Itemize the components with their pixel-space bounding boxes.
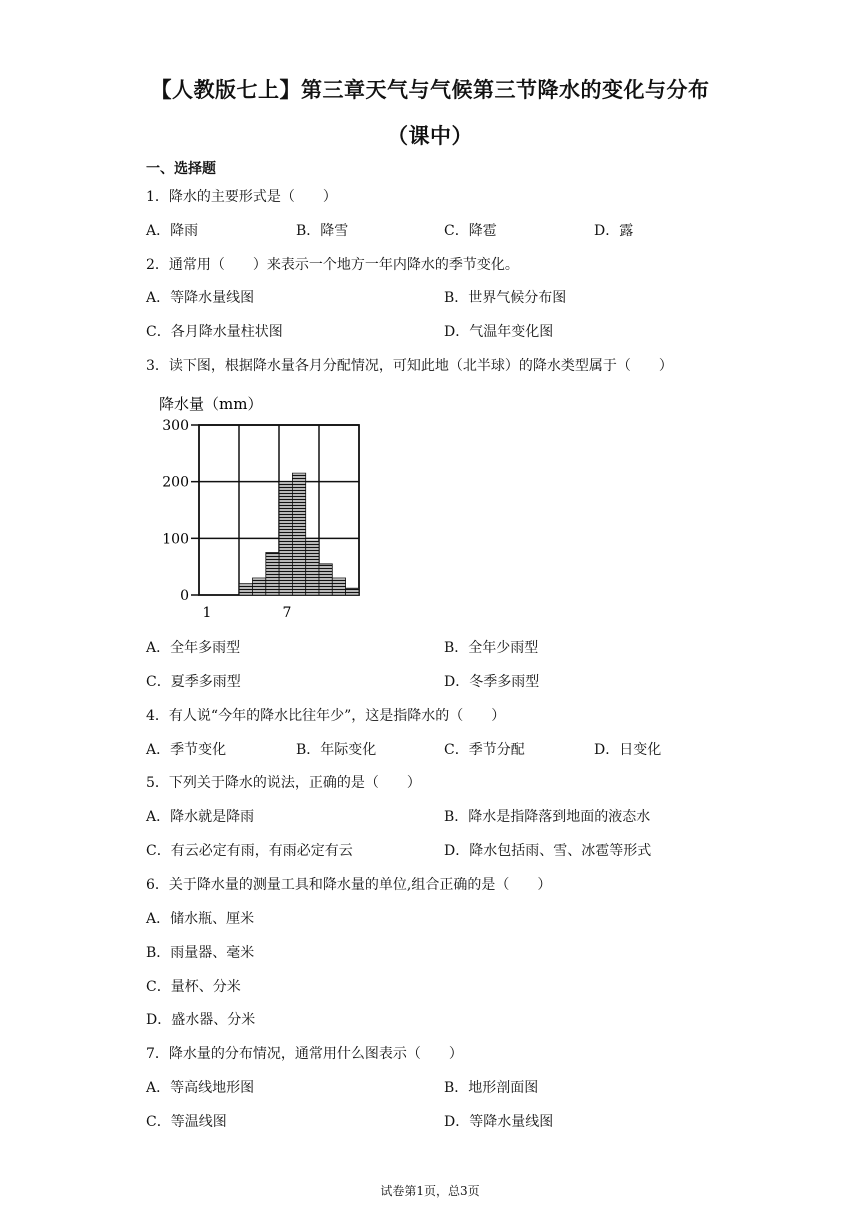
q7-option-b: B．地形剖面图	[444, 1080, 539, 1096]
q3-option-a: A．全年多雨型	[146, 640, 241, 656]
q3-option-d: D．冬季多雨型	[444, 674, 540, 690]
question-4: 4．有人说“今年的降水比往年少”，这是指降水的（ ）	[146, 708, 506, 724]
q4-option-c: C．季节分配	[444, 742, 525, 758]
y-tick-label: 300	[162, 418, 189, 434]
bar	[332, 578, 345, 595]
question-3: 3．读下图，根据降水量各月分配情况，可知此地（北半球）的降水类型属于（ ）	[146, 358, 673, 374]
page-subtitle: （课中）	[387, 124, 473, 148]
q6-option-d: D．盛水器、分米	[146, 1012, 256, 1028]
q4-option-b: B．年际变化	[296, 742, 377, 758]
q2-option-b: B．世界气候分布图	[444, 290, 567, 306]
q4-option-d: D．日变化	[594, 742, 662, 758]
q1-option-b: B．降雪	[296, 223, 349, 239]
q1-option-a: A．降雨	[146, 223, 199, 239]
bar	[306, 541, 319, 595]
q7-option-a: A．等高线地形图	[146, 1080, 255, 1096]
bar	[266, 553, 279, 596]
q6-option-a: A．储水瓶、厘米	[146, 911, 255, 927]
q2-option-c: C．各月降水量柱状图	[146, 324, 283, 340]
q5-option-d: D．降水包括雨、雪、冰雹等形式	[444, 843, 652, 859]
question-6: 6．关于降水量的测量工具和降水量的单位,组合正确的是（ ）	[146, 877, 552, 893]
q1-option-d: D．露	[594, 223, 634, 239]
bar	[239, 584, 252, 595]
x-tick-label: 7	[282, 605, 292, 620]
bar	[319, 564, 332, 595]
q4-option-a: A．季节变化	[146, 742, 227, 758]
q5-option-b: B．降水是指降落到地面的液态水	[444, 809, 651, 825]
q3-option-c: C．夏季多雨型	[146, 674, 241, 690]
q6-option-c: C．量杯、分米	[146, 979, 241, 995]
q7-option-d: D．等降水量线图	[444, 1114, 554, 1130]
y-tick-label: 0	[180, 588, 189, 604]
q5-option-a: A．降水就是降雨	[146, 809, 255, 825]
bar	[279, 482, 292, 595]
y-tick-label: 100	[162, 531, 189, 548]
page-footer: 试卷第1页，总3页	[380, 1184, 480, 1198]
question-1: 1．降水的主要形式是（ ）	[146, 189, 337, 205]
x-tick-label: 1	[202, 605, 212, 620]
q3-option-b: B．全年少雨型	[444, 640, 539, 656]
question-2: 2．通常用（ ）来表示一个地方一年内降水的季节变化。	[146, 257, 519, 273]
chart-title: 降水量（mm）	[159, 395, 263, 413]
q6-option-b: B．雨量器、毫米	[146, 945, 255, 961]
question-5: 5．下列关于降水的说法，正确的是（ ）	[146, 775, 421, 791]
q1-option-c: C．降雹	[444, 223, 497, 239]
section-heading: 一、选择题	[146, 161, 216, 177]
bar	[346, 588, 359, 595]
y-tick-label: 200	[162, 474, 189, 491]
precipitation-chart	[150, 390, 390, 620]
q2-option-d: D．气温年变化图	[444, 324, 554, 340]
bar	[292, 473, 305, 595]
bar	[253, 578, 266, 595]
q2-option-a: A．等降水量线图	[146, 290, 255, 306]
page-title: 【人教版七上】第三章天气与气候第三节降水的变化与分布	[150, 78, 710, 102]
q7-option-c: C．等温线图	[146, 1114, 227, 1130]
question-7: 7．降水量的分布情况，通常用什么图表示（ ）	[146, 1046, 463, 1062]
q5-option-c: C．有云必定有雨，有雨必定有云	[146, 843, 353, 859]
